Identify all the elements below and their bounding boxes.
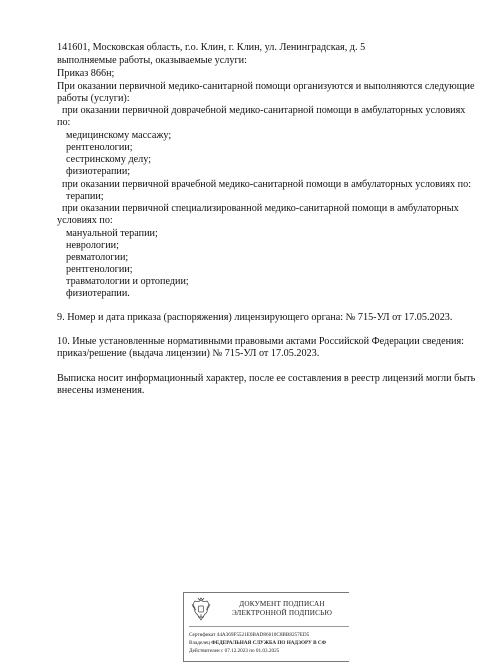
disclaimer-line-cont: внесены изменения.	[57, 385, 145, 396]
list-item: рентгенологии;	[66, 264, 133, 275]
signature-title: ДОКУМЕНТ ПОДПИСАН ЭЛЕКТРОННОЙ ПОДПИСЬЮ	[231, 600, 333, 617]
list-item: рентгенологии;	[66, 142, 133, 153]
services-heading: выполняемые работы, оказываемые услуги:	[57, 55, 247, 66]
address-line: 141601, Московская область, г.о. Клин, г. Клин, ул. Ленинградская, д. 5	[57, 42, 366, 53]
list-item: неврологии;	[66, 240, 119, 251]
order-reference: Приказ 866н;	[57, 68, 115, 79]
signature-certificate: Сертификат 44A369F5521E0BAD86610C8BB8257ED5	[189, 632, 310, 638]
section-prehospital: при оказании первичной доврачебной медико-санитарной помощи в амбулаторных условиях	[62, 105, 466, 116]
list-item: физиотерапии;	[66, 166, 131, 177]
section-physician: при оказании первичной врачебной медико-санитарной помощи в амбулаторных условиях по:	[62, 179, 472, 190]
services-intro: При оказании первичной медико-санитарной помощи организуются и выполняются следующие	[57, 81, 475, 92]
other-info-line: 10. Иные установленные нормативными правовыми актами Российской Федерации сведения:	[57, 336, 465, 347]
list-item: физиотерапии.	[66, 288, 130, 299]
signature-validity: Действителен с 07.12.2023 по 01.03.2025	[189, 648, 280, 654]
list-item: травматологии и ортопедии;	[66, 276, 189, 287]
services-intro-cont: работы (услуги):	[57, 93, 130, 104]
other-info-line-cont: приказ/решение (выдача лицензии) № 715-УЛ от 17.05.2023.	[57, 348, 320, 359]
electronic-signature-stamp	[183, 592, 349, 662]
section-specialized-cont: условиях по:	[57, 215, 113, 226]
signature-divider	[189, 626, 349, 627]
list-item: мануальной терапии;	[66, 228, 158, 239]
list-item: ревматологии;	[66, 252, 129, 263]
list-item: медицинскому массажу;	[66, 130, 172, 141]
order-number-line: 9. Номер и дата приказа (распоряжения) лицензирующего органа: № 715-УЛ от 17.05.2023.	[57, 312, 453, 323]
section-specialized: при оказании первичной специализированной медико-санитарной помощи в амбулаторных	[62, 203, 459, 214]
section-prehospital-cont: по:	[57, 117, 71, 128]
list-item: терапии;	[66, 191, 104, 202]
coat-of-arms-icon	[190, 596, 212, 623]
signature-owner: Владелец ФЕДЕРАЛЬНАЯ СЛУЖБА ПО НАДЗОРУ В СФ	[189, 640, 327, 646]
list-item: сестринскому делу;	[66, 154, 152, 165]
disclaimer-line: Выписка носит информационный характер, после ее составления в реестр лицензий могли быть	[57, 373, 476, 384]
